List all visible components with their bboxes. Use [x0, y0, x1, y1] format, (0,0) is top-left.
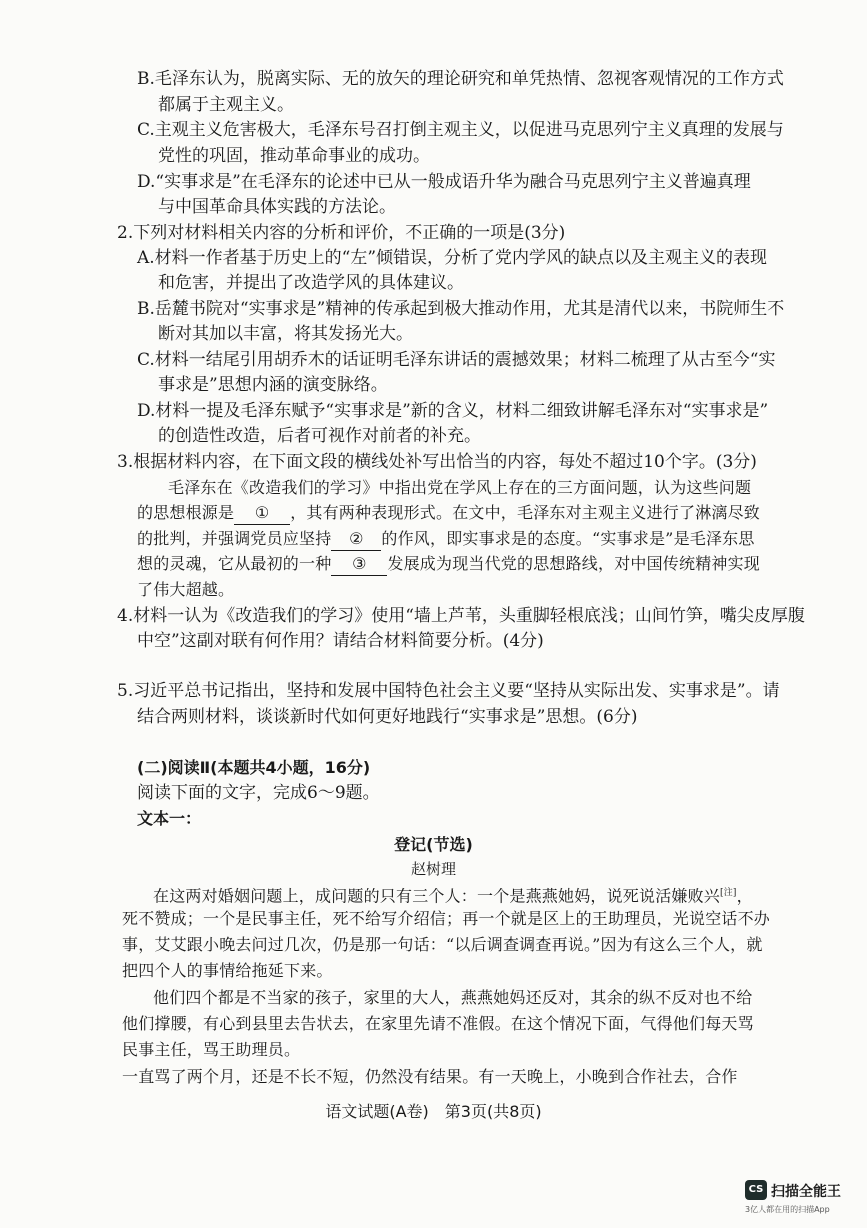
- q2-option-b-line2: 断对其加以丰富，将其发扬光大。: [158, 324, 413, 344]
- q3-text: 的作风，即实事求是的态度。“实事求是”是毛泽东思: [381, 529, 755, 548]
- q2-option-c-line1: C.材料一结尾引用胡乔木的话证明毛泽东讲话的震撼效果；材料二梳理了从古至今“实: [137, 350, 776, 370]
- q3-paragraph-line4: [137, 553, 760, 576]
- footnote-marker: [注]: [720, 888, 737, 898]
- q2-stem: 2.下列对材料相关内容的分析和评价，不正确的一项是(3分): [117, 223, 566, 243]
- q1-option-b-line1: B.毛泽东认为，脱离实际、无的放矢的理论研究和单凭热情、忽视客观情况的工作方式: [137, 69, 784, 89]
- q1-option-d-line2: 与中国革命具体实践的方法论。: [158, 197, 396, 217]
- q2-option-d-line1: D.材料一提及毛泽东赋予“实事求是”新的含义，材料二细致讲解毛泽东对“实事求是”: [137, 401, 769, 421]
- section-heading: (二)阅读Ⅱ(本题共4小题，16分): [137, 758, 371, 777]
- q2-option-c-line2: 事求是”思想内涵的演变脉络。: [158, 375, 388, 395]
- q3-text: 的思想根源是: [137, 503, 235, 522]
- page-footer: 语文试题(A卷) 第3页(共8页): [325, 1102, 542, 1121]
- passage-line: 把四个人的事情给拖延下来。: [122, 961, 333, 980]
- passage-author: 赵树理: [410, 860, 456, 878]
- text-one-label: 文本一：: [137, 809, 202, 828]
- q3-blank-2: ②: [331, 528, 381, 551]
- q3-paragraph-line1: 毛泽东在《改造我们的学习》中指出党在学风上存在的三方面问题，认为这些问题: [168, 478, 752, 497]
- passage-line: 事，艾艾跟小晚去问过几次，仍是那一句话：“以后调查调查再说。”因为有这么三个人，就: [122, 935, 763, 954]
- passage-line: 民事主任，骂王助理员。: [122, 1040, 301, 1059]
- passage-line: [153, 882, 753, 907]
- passage-line: 他们四个都是不当家的孩子，家里的大人，燕燕她妈还反对，其余的纵不反对也不给: [153, 988, 753, 1007]
- scanner-app-tagline: 3亿人都在用的扫描App: [745, 1205, 830, 1214]
- q1-option-c-line1: C.主观主义危害极大，毛泽东号召打倒主观主义，以促进马克思列宁主义真理的发展与: [137, 120, 784, 140]
- q4-line2: 中空”这副对联有何作用？请结合材料简要分析。(4分): [137, 631, 544, 651]
- q4-line1: 4.材料一认为《改造我们的学习》使用“墙上芦苇，头重脚轻根底浅；山间竹笋，嘴尖皮厚腹: [117, 606, 805, 626]
- passage-line: 一直骂了两个月，还是不长不短，仍然没有结果。有一天晚上，小晚到合作社去，合作: [122, 1067, 738, 1086]
- q2-option-b-line1: B.岳麓书院对“实事求是”精神的传承起到极大推动作用，尤其是清代以来，书院师生不: [137, 299, 785, 319]
- q2-option-d-line2: 的创造性改造，后者可视作对前者的补充。: [158, 426, 481, 446]
- passage-text: 在这两对婚姻问题上，成问题的只有三个人：一个是燕燕她妈，说死说活嫌败兴: [153, 886, 721, 906]
- q5-line2: 结合两则材料，谈谈新时代如何更好地践行“实事求是”思想。(6分): [137, 707, 638, 727]
- q3-text: 发展成为现当代党的思想路线，对中国传统精神实现: [387, 554, 761, 573]
- q5-line1: 5.习近平总书记指出，坚持和发展中国特色社会主义要“坚持从实际出发、实事求是”。请: [117, 681, 780, 701]
- passage-text: ，: [736, 886, 753, 906]
- cs-logo-icon: CS: [745, 1180, 767, 1200]
- q3-text: 的批判，并强调党员应坚持: [137, 529, 332, 548]
- q2-option-a-line1: A.材料一作者基于历史上的“左”倾错误，分析了党内学风的缺点以及主观主义的表现: [137, 248, 768, 268]
- q3-text: 想的灵魂，它从最初的一种: [137, 554, 332, 573]
- passage-line: 死不赞成；一个是民事主任，死不给写介绍信；再一个就是区上的王助理员，光说空话不办: [122, 909, 771, 928]
- q1-option-b-line2: 都属于主观主义。: [158, 95, 294, 115]
- q2-option-a-line2: 和危害，并提出了改造学风的具体建议。: [158, 273, 464, 293]
- passage-title: 登记(节选): [394, 835, 473, 854]
- q3-paragraph-line3: [137, 528, 755, 551]
- q3-stem: 3.根据材料内容，在下面文段的横线处补写出恰当的内容，每处不超过10个字。(3分): [117, 452, 757, 472]
- q3-blank-1: ①: [234, 502, 290, 525]
- q3-paragraph-line5: 了伟大超越。: [137, 580, 235, 599]
- scanner-app-name: 扫描全能王: [771, 1184, 841, 1200]
- scanner-watermark-logo: [745, 1180, 855, 1220]
- q3-blank-3: ③: [331, 553, 387, 576]
- q3-text: ，其有两种表现形式。在文中，毛泽东对主观主义进行了淋漓尽致: [290, 503, 761, 522]
- q1-option-d-line1: D.“实事求是”在毛泽东的论述中已从一般成语升华为融合马克思列宁主义普遍真理: [137, 172, 751, 192]
- passage-line: 他们撑腰，有心到县里去告状去，在家里先请不准假。在这个情况下面，气得他们每天骂: [122, 1014, 754, 1033]
- q3-paragraph-line2: [137, 502, 760, 525]
- q1-option-c-line2: 党性的巩固，推动革命事业的成功。: [158, 146, 430, 166]
- section-instruction: 阅读下面的文字，完成6～9题。: [137, 783, 380, 803]
